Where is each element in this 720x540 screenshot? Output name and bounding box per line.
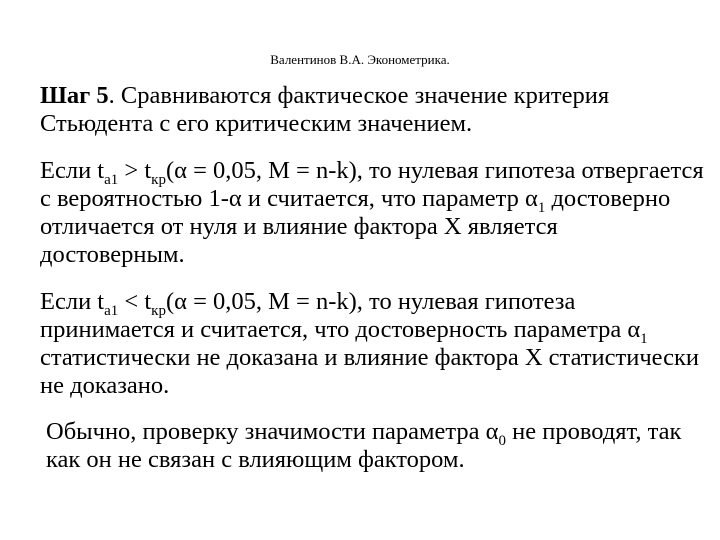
- acceptance-condition-paragraph: [40, 288, 705, 400]
- comparison-text: > t: [118, 157, 152, 184]
- subscript-a1: a1: [104, 172, 119, 188]
- step-5-paragraph: [40, 82, 705, 138]
- document-header: Валентинов В.А. Эконометрика.: [270, 52, 450, 67]
- subscript-kr: кр: [151, 172, 166, 188]
- condition-text: (α = 0,05, M = n-k), то нулевая гипотеза отвергается с вероятностью 1-α и считается, что параметр α: [40, 157, 704, 212]
- rejection-condition-paragraph: [40, 157, 705, 269]
- subscript-kr: кр: [151, 303, 166, 319]
- note-text: Обычно, проверку значимости параметра α: [46, 418, 499, 445]
- if-text: Если t: [40, 157, 105, 184]
- comparison-text: < t: [118, 288, 152, 315]
- condition-text: (α = 0,05, M = n-k), то нулевая гипотеза принимается и считается, что достоверность параметра α: [40, 288, 641, 343]
- subscript-0: 0: [498, 433, 507, 449]
- if-text: Если t: [40, 288, 105, 315]
- note-rest-text: не проводят, так как он не связан с влияющим фактором.: [46, 418, 682, 473]
- conclusion-text: достоверно отличается от нуля и влияние фактора X является достоверным.: [40, 185, 671, 268]
- conclusion-text: статистически не доказана и влияние фактора X статистически не доказано.: [40, 344, 700, 399]
- note-paragraph: [40, 418, 706, 474]
- step-label: Шаг 5: [40, 82, 109, 109]
- subscript-a1: a1: [104, 303, 119, 319]
- subscript-1: 1: [640, 331, 648, 347]
- subscript-1: 1: [537, 200, 546, 216]
- step-text: . Сравниваются фактическое значение критерия Стьюдента с его критическим значением.: [40, 82, 610, 137]
